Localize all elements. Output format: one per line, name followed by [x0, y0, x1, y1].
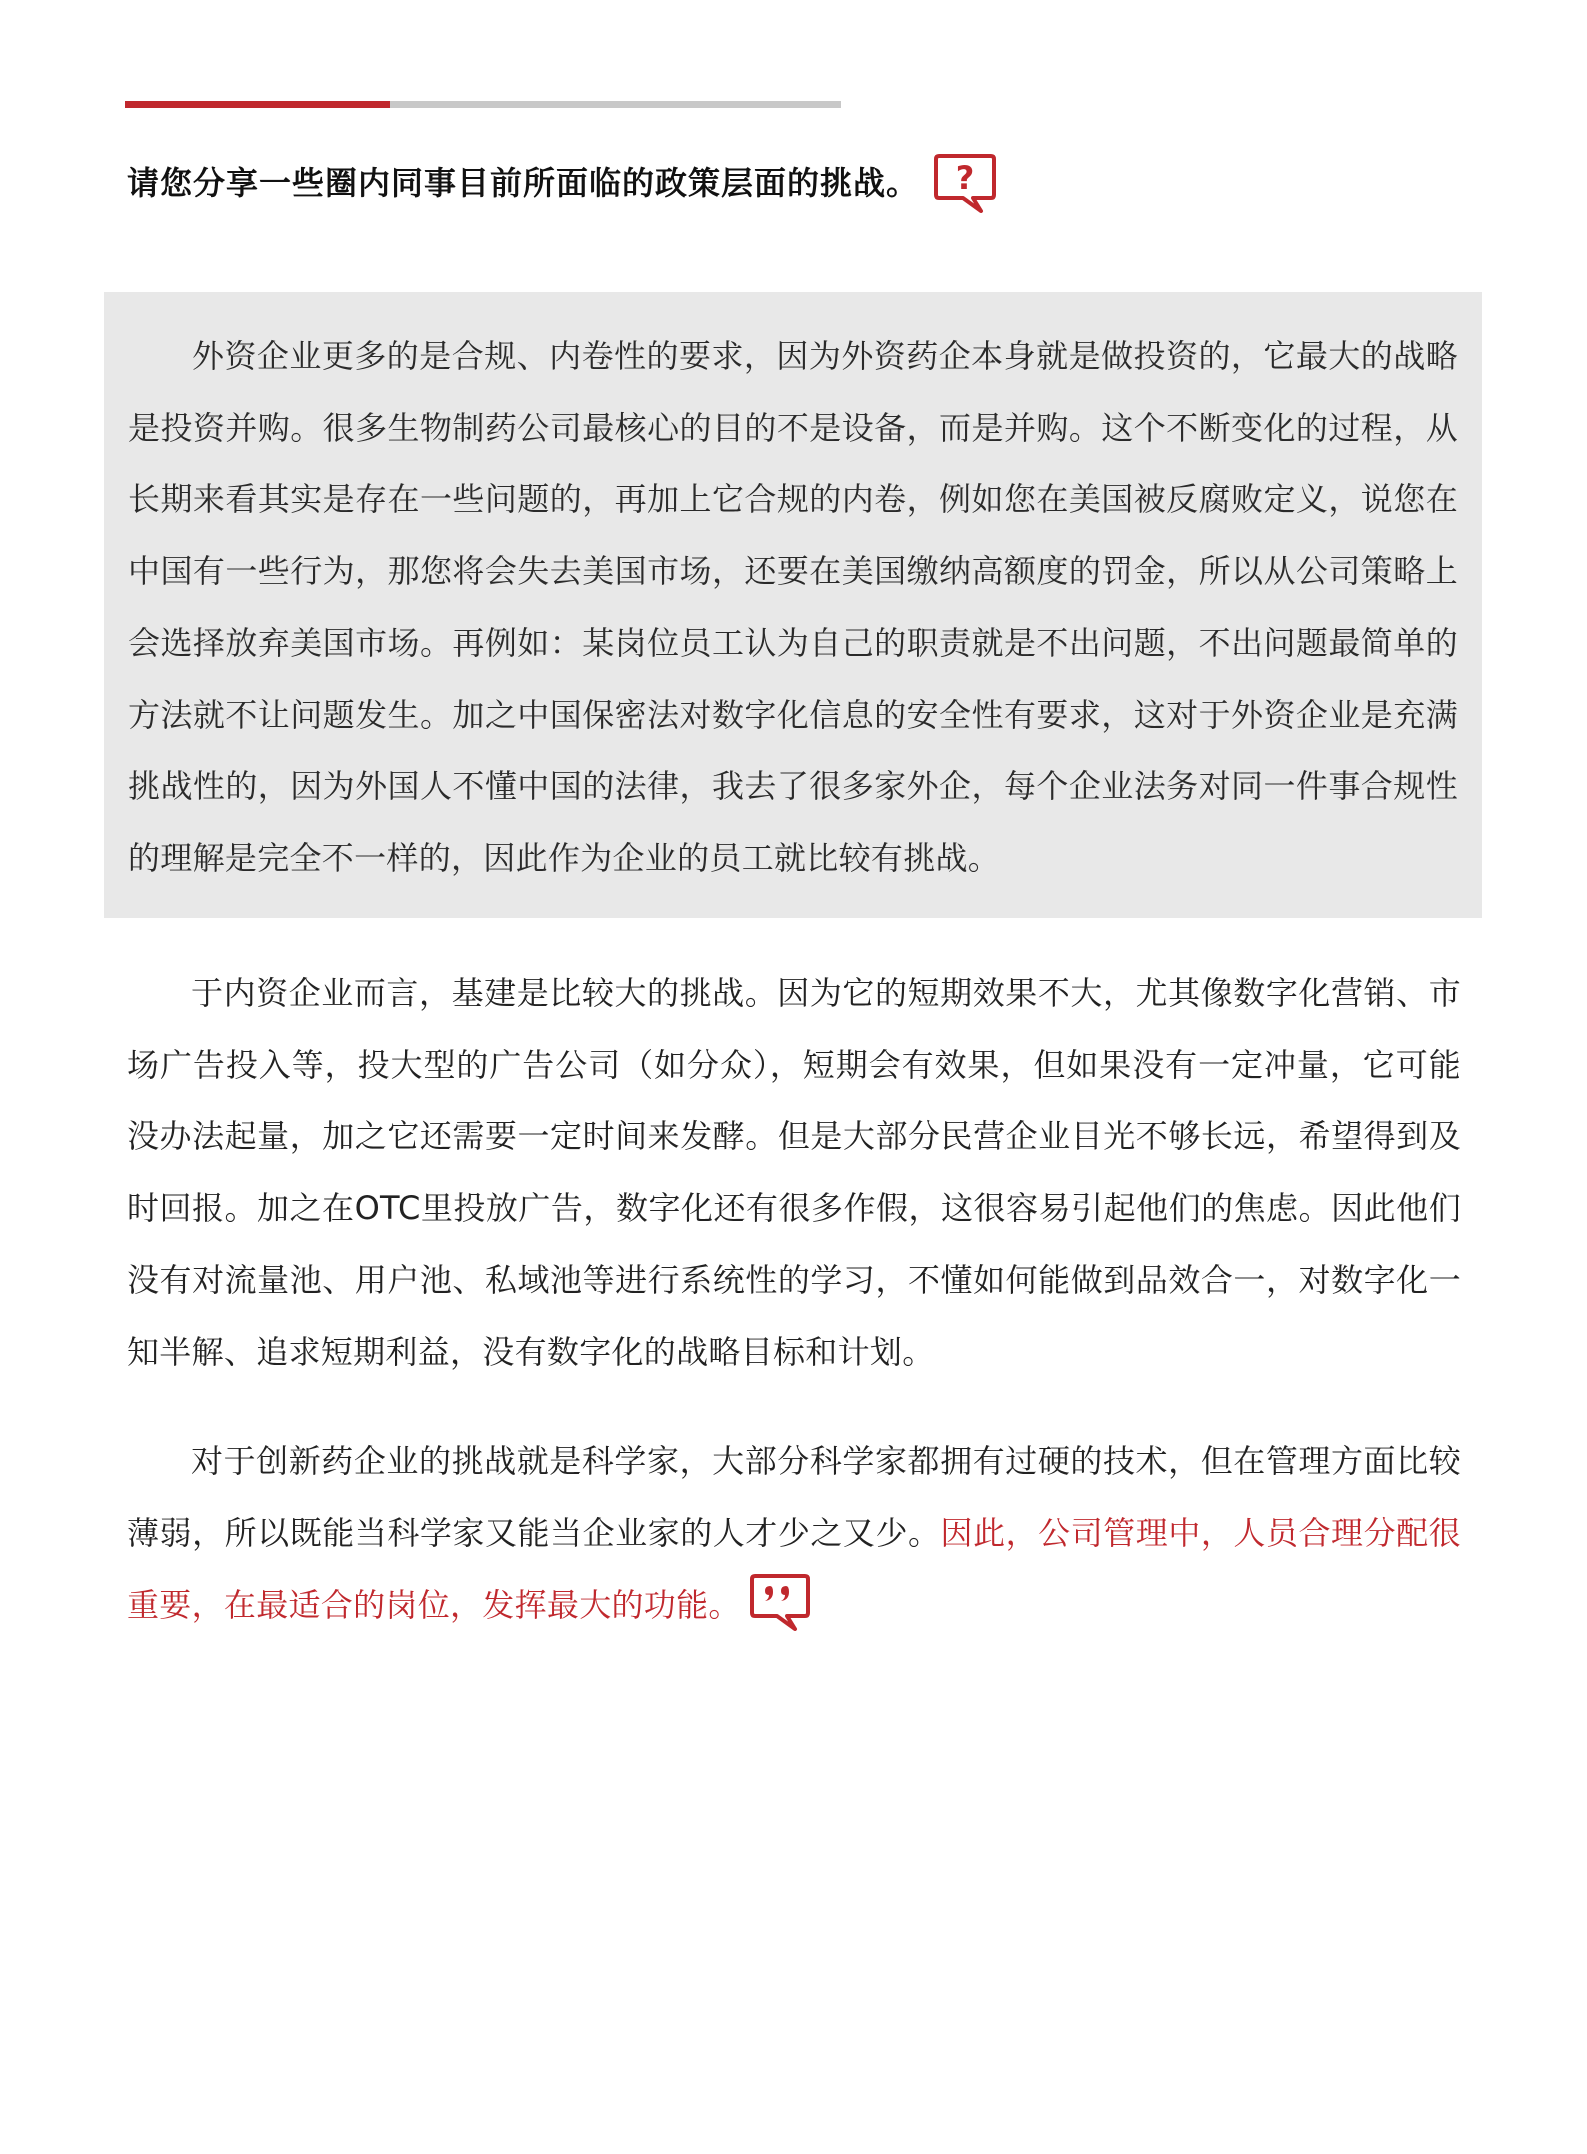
body-text — [127, 958, 1461, 1641]
quote-paragraph: 外资企业更多的是合规、内卷性的要求，因为外资药企本身就是做投资的，它最大的战略是投资并购。很多生物制药公司最核心的目的不是设备，而是并购。这个不断变化的过程，从长期来看其实是存在一些问题的，再加上它合规的内卷，例如您在美国被反腐败定义，说您在中国有一些行为，那您将会失去美国市场，还要在美国缴纳高额度的罚金，所以从公司策略上会选择放弃美国市场。再例如：某岗位员工认为自己的职责就是不出问题，不出问题最简单的方法就不让问题发生。加之中国保密法对数字化信息的安全性有要求，这对于外资企业是充满挑战性的，因为外国人不懂中国的法律，我去了很多家外企，每个企业法务对同一件事合规性的理解是完全不一样的，因此作为企业的员工就比较有挑战。 — [128, 337, 1458, 877]
body-paragraph-2 — [127, 1426, 1461, 1641]
top-divider — [125, 101, 841, 108]
quote-speech-bubble-icon — [749, 1573, 811, 1633]
quote-box — [104, 292, 1482, 918]
body-paragraph-2-text: 对于创新药企业的挑战就是科学家，大部分科学家都拥有过硬的技术，但在管理方面比较薄弱，所以既能当科学家又能当企业家的人才少之又少。 — [127, 1442, 1461, 1552]
question-heading — [127, 146, 1427, 216]
svg-text:?: ? — [955, 159, 975, 197]
question-speech-bubble-icon — [933, 153, 997, 215]
body-paragraph-2-highlight: 因此，公司管理中，人员合理分配很重要，在最适合的岗位，发挥最大的功能。 — [127, 1513, 1461, 1624]
top-divider-accent — [125, 101, 390, 108]
body-paragraph-1: 于内资企业而言，基建是比较大的挑战。因为它的短期效果不大，尤其像数字化营销、市场广告投入等，投大型的广告公司（如分众），短期会有效果，但如果没有一定冲量，它可能没办法起量，加之它还需要一定时间来发酵。但是大部分民营企业目光不够长远，希望得到及时回报。加之在OTC里投放广告，数字化还有很多作假，这很容易引起他们的焦虑。因此他们没有对流量池、用户池、私域池等进行系统性的学习，不懂如何能做到品效合一，对数字化一知半解、追求短期利益，没有数字化的战略目标和计划。 — [127, 974, 1461, 1371]
question-text: 请您分享一些圈内同事目前所面临的政策层面的挑战。 — [127, 164, 920, 202]
